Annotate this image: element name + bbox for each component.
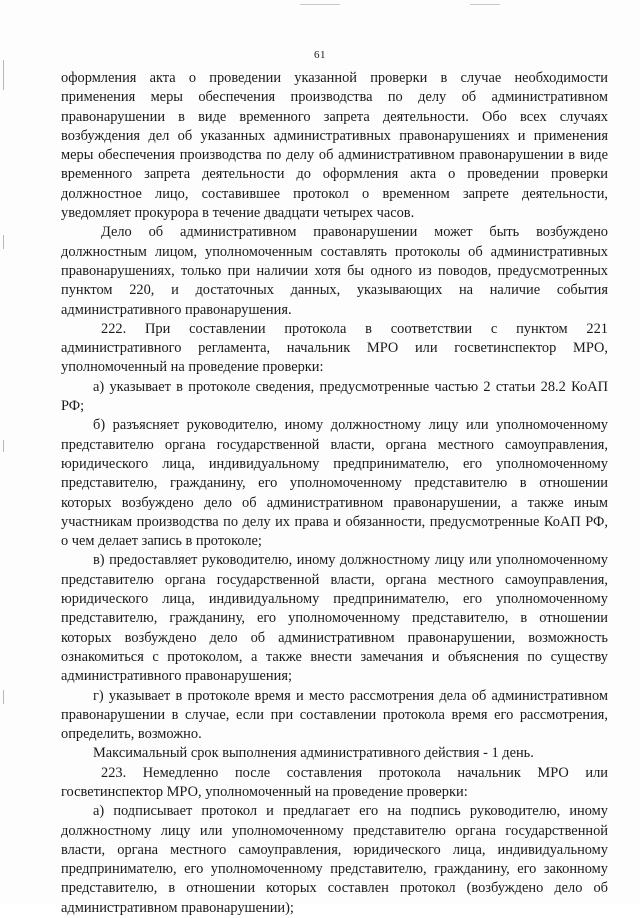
paragraph-222-g: г) указывает в протоколе время и место рассмотрения дела об административном правонарушении в случае, если при составлении протокола время его рассмотрения, определить, возможно. <box>61 687 608 743</box>
paragraph-223: 223. Немедленно после составления протокола начальник МРО или госветинспектор МРО, уполномоченный на проведение проверки: <box>61 764 608 800</box>
scan-top-mark <box>300 4 340 5</box>
page-number: 61 <box>314 49 326 61</box>
scan-edge-mark <box>3 235 4 249</box>
scan-edge-mark <box>3 60 4 90</box>
paragraph-max-term: Максимальный срок выполнения административного действия - 1 день. <box>93 745 534 762</box>
scan-edge-mark <box>3 690 4 704</box>
paragraph-222-a: а) указывает в протоколе сведения, предусмотренные частью 2 статьи 28.2 КоАП РФ; <box>61 378 608 415</box>
paragraph-223-a: а) подписывает протокол и предлагает его на подпись руководителю, иному должностному лицу или уполномоченному представителю органа государственной власти, органа местного самоуправления, юридического лица, индивидуальному предпринимателю, его уполномоченному представителю, гражданину, его законному представителю, в отношении которых составлен протокол (возбуждено дело об административном правонарушении); <box>61 803 608 916</box>
paragraph-222-b: б) разъясняет руководителю, иному должностному лицу или уполномоченному представителю органа государственной власти, органа местного самоуправления, юридического лица, индивидуальному предпринимателю, его уполномоченному представителю, гражданину, его уполномоченному представителю в отношении которых возбуждено дело об административном правонарушении, а также иным участникам производства по делу их права и обязанности, предусмотренные КоАП РФ, о чем делает запись в протоколе; <box>61 417 608 550</box>
document-body <box>61 69 608 918</box>
scan-edge-mark <box>3 440 4 452</box>
scan-top-mark <box>470 4 500 5</box>
paragraph-continuation: оформления акта о проведении указанной проверки в случае необходимости применения меры обеспечения производства по делу об административном правонарушении в виде временного запрета деятельности. Обо всех случаях возбуждения дел об указанных административных правонарушениях и применения меры обеспечения производства по делу об административном правонарушении в виде временного запрета деятельности до оформления акта о проведении проверки должностное лицо, составившее протокол о временном запрете деятельности, уведомляет прокурора в течение двадцати четырех часов. <box>61 70 608 222</box>
paragraph-222-v: в) предоставляет руководителю, иному должностному лицу или уполномоченному представителю органа государственной власти, органа местного самоуправления, юридического лица, индивидуальному предпринимателю, его уполномоченному представителю, гражданину, его уполномоченному представителю, в отношении которых возбуждено дело об административном правонарушении, возможность ознакомиться с протоколом, а также внести замечания и объяснения по существу административного правонарушения; <box>61 552 608 685</box>
paragraph-case-initiation: Дело об административном правонарушении может быть возбуждено должностным лицом, уполномоченным составлять протоколы об административных правонарушениях, только при наличии хотя бы одного из поводов, предусмотренных пунктом 220, и достаточных данных, указывающих на наличие события административного правонарушения. <box>61 224 608 318</box>
paragraph-222: 222. При составлении протокола в соответствии с пунктом 221 административного регламента, начальник МРО или госветинспектор МРО, уполномоченный на проведение проверки: <box>61 320 608 376</box>
